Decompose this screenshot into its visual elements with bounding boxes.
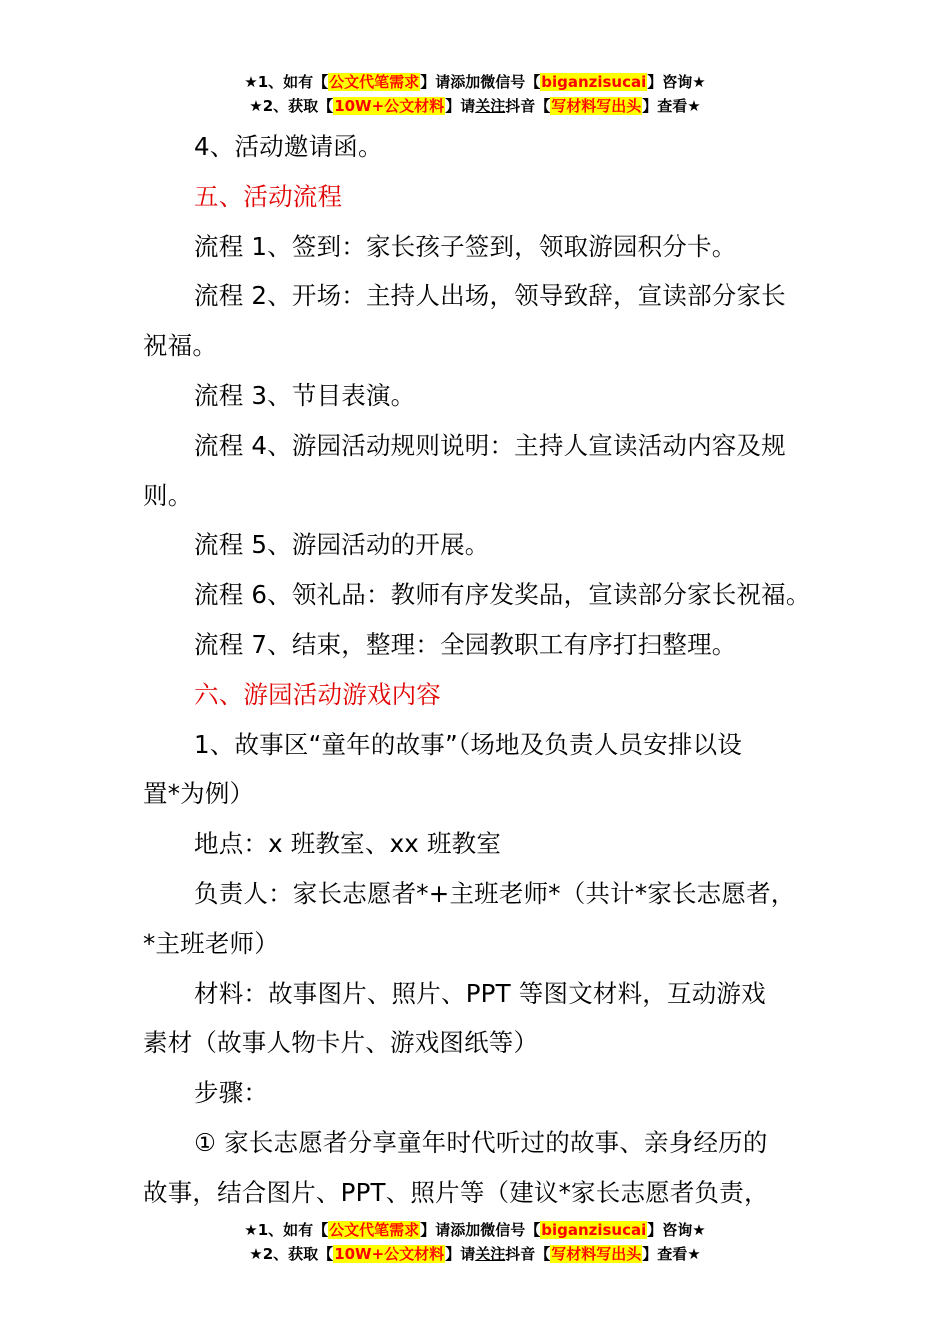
banner-text: ★1、如有【 bbox=[244, 73, 329, 91]
paragraph: 流程 2、开场：主持人出场，领导致辞，宣读部分家长 bbox=[194, 281, 786, 311]
banner-text: 】查看★ bbox=[642, 1245, 701, 1263]
paragraph: 步骤： bbox=[194, 1078, 269, 1108]
banner-text: 】请添加微信号【 bbox=[420, 1221, 541, 1239]
banner-text: 】请 bbox=[445, 1245, 476, 1263]
banner-line-1 bbox=[0, 70, 950, 94]
footer-banner bbox=[0, 1218, 950, 1266]
document-body bbox=[143, 122, 833, 1218]
banner-highlight: 公文代笔需求 bbox=[329, 73, 420, 91]
paragraph: 流程 5、游园活动的开展。 bbox=[194, 530, 490, 560]
banner-text: ★1、如有【 bbox=[244, 1221, 329, 1239]
douyin-account-highlight: 写材料写出头 bbox=[551, 1245, 642, 1263]
paragraph: 流程 4、游园活动规则说明：主持人宣读活动内容及规 bbox=[194, 430, 786, 460]
header-banner bbox=[0, 70, 950, 118]
paragraph: ① 家长志愿者分享童年时代听过的故事、亲身经历的 bbox=[194, 1127, 768, 1157]
banner-line-1 bbox=[0, 1218, 950, 1242]
banner-text: 抖音【 bbox=[505, 97, 551, 115]
wechat-id-highlight: biganzisucai bbox=[541, 73, 647, 91]
douyin-account-highlight: 写材料写出头 bbox=[551, 97, 642, 115]
banner-highlight: 10W+公文材料 bbox=[334, 1245, 445, 1263]
banner-text: ★2、获取【 bbox=[249, 97, 334, 115]
paragraph: 地点：x 班教室、xx 班教室 bbox=[194, 829, 502, 859]
paragraph-continuation: 置*为例） bbox=[143, 779, 255, 809]
banner-text: 】请添加微信号【 bbox=[420, 73, 541, 91]
section-heading: 五、活动流程 bbox=[194, 181, 343, 211]
banner-underlined: 关注 bbox=[475, 1245, 506, 1263]
paragraph: 材料：故事图片、照片、PPT 等图文材料，互动游戏 bbox=[194, 978, 766, 1008]
banner-underlined: 关注 bbox=[475, 97, 506, 115]
paragraph: 负责人：家长志愿者*+主班老师*（共计*家长志愿者， bbox=[194, 878, 796, 908]
paragraph-continuation: 祝福。 bbox=[143, 331, 218, 361]
banner-highlight: 10W+公文材料 bbox=[334, 97, 445, 115]
banner-text: 】查看★ bbox=[642, 97, 701, 115]
paragraph: 流程 1、签到：家长孩子签到，领取游园积分卡。 bbox=[194, 231, 737, 261]
section-heading: 六、游园活动游戏内容 bbox=[194, 679, 441, 709]
banner-line-2 bbox=[0, 94, 950, 118]
paragraph: 流程 7、结束，整理：全园教职工有序打扫整理。 bbox=[194, 629, 737, 659]
wechat-id-highlight: biganzisucai bbox=[541, 1221, 647, 1239]
banner-text: 】咨询★ bbox=[647, 73, 706, 91]
paragraph-continuation: *主班老师） bbox=[143, 928, 279, 958]
banner-text: 抖音【 bbox=[505, 1245, 551, 1263]
paragraph-continuation: 则。 bbox=[143, 480, 193, 510]
paragraph-continuation: 故事，结合图片、PPT、照片等（建议*家长志愿者负责， bbox=[143, 1177, 769, 1207]
paragraph: 1、故事区“童年的故事”（场地及负责人员安排以设 bbox=[194, 729, 743, 759]
banner-text: ★2、获取【 bbox=[249, 1245, 334, 1263]
paragraph-continuation: 素材（故事人物卡片、游戏图纸等） bbox=[143, 1028, 539, 1058]
paragraph: 流程 6、领礼品：教师有序发奖品，宣读部分家长祝福。 bbox=[194, 580, 811, 610]
paragraph: 4、活动邀请函。 bbox=[194, 132, 383, 161]
banner-text: 】请 bbox=[445, 97, 476, 115]
banner-highlight: 公文代笔需求 bbox=[329, 1221, 420, 1239]
paragraph: 流程 3、节目表演。 bbox=[194, 380, 416, 410]
banner-line-2 bbox=[0, 1242, 950, 1266]
banner-text: 】咨询★ bbox=[647, 1221, 706, 1239]
